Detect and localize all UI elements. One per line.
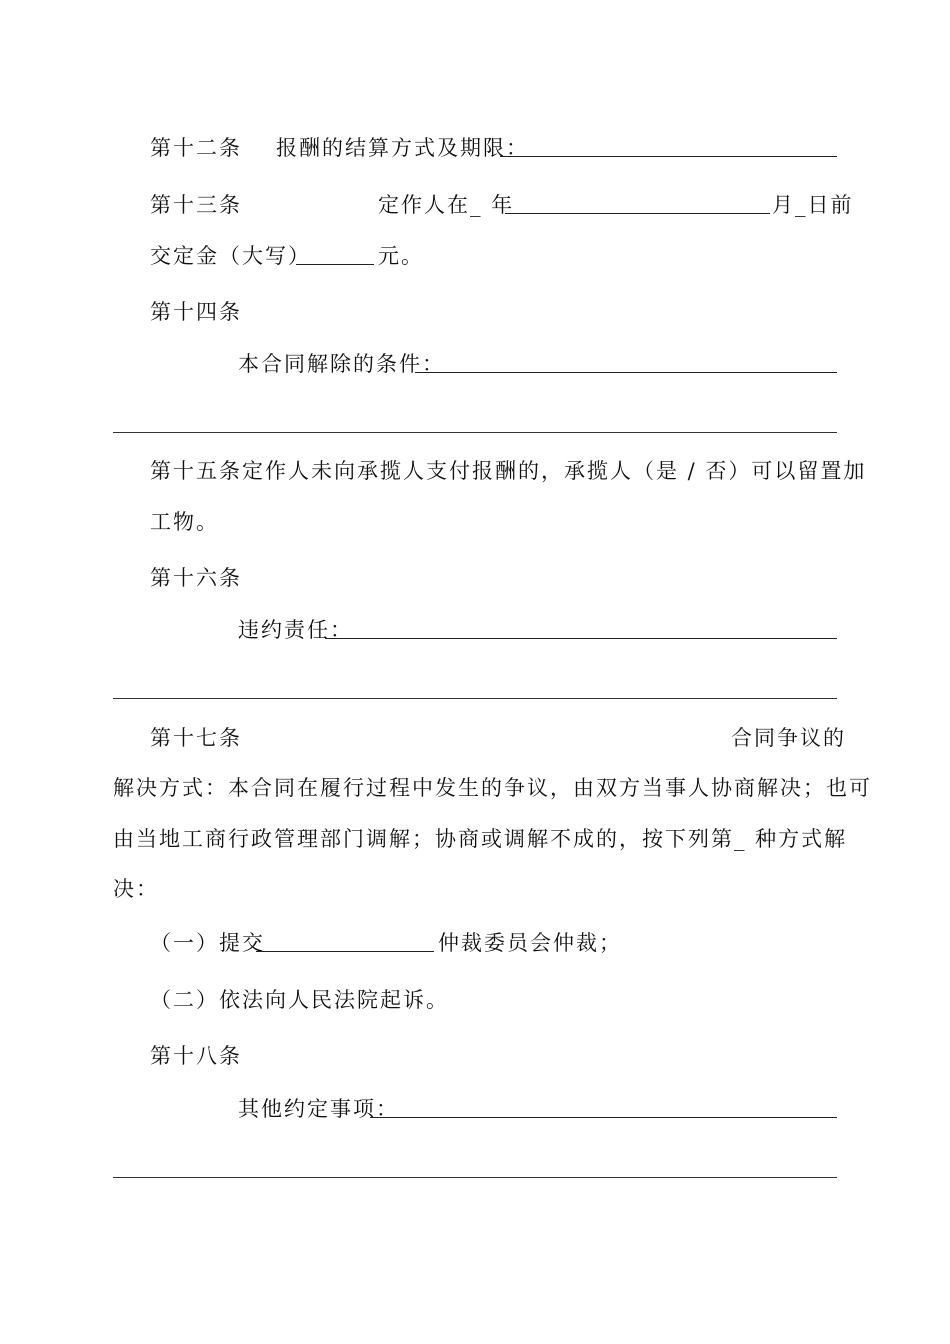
article-12-fill-line xyxy=(500,156,837,157)
article-17-option-2: （二）依法向人民法院起诉。 xyxy=(150,988,449,1012)
article-13-year-line xyxy=(505,213,770,214)
article-14-text: 本合同解除的条件： xyxy=(238,352,445,376)
article-14-number: 第十四条 xyxy=(150,300,242,324)
article-17-heading-right: 合同争议的 xyxy=(731,726,846,750)
article-16-fill-line xyxy=(325,638,837,639)
article-18-number: 第十八条 xyxy=(150,1044,242,1068)
article-14-fill-line xyxy=(415,372,837,373)
article-13-text-a: 定作人在_ 年 xyxy=(378,193,515,217)
article-13-deposit-label: 交定金（大写） xyxy=(150,244,311,268)
article-18-text: 其他约定事项： xyxy=(238,1097,399,1121)
article-17-arbitration-line xyxy=(256,951,434,952)
article-13-deposit-unit: 元。 xyxy=(378,244,424,268)
article-13-number: 第十三条 xyxy=(150,193,242,217)
article-14-blank-line xyxy=(113,432,837,433)
article-15-line-1: 第十五条定作人未向承揽人支付报酬的，承揽人（是 / 否）可以留置加 xyxy=(150,459,867,483)
article-16-blank-line xyxy=(113,698,837,699)
article-12-number: 第十二条 xyxy=(150,136,242,160)
article-17-number: 第十七条 xyxy=(150,726,242,750)
article-17-option-1-b: 仲裁委员会仲裁； xyxy=(438,931,622,955)
article-18-blank-line xyxy=(113,1177,837,1178)
article-15-line-2: 工物。 xyxy=(150,510,219,534)
article-17-line-4: 决： xyxy=(113,877,159,901)
article-13-text-b: 月_日前 xyxy=(772,193,854,217)
article-17-line-3: 由当地工商行政管理部门调解；协商或调解不成的，按下列第_ 种方式解 xyxy=(113,827,848,851)
article-17-option-1-a: （一）提交 xyxy=(150,931,265,955)
article-17-line-2: 解决方式：本合同在履行过程中发生的争议，由双方当事人协商解决；也可 xyxy=(113,776,872,800)
article-16-number: 第十六条 xyxy=(150,566,242,590)
article-13-deposit-line xyxy=(296,264,374,265)
article-18-fill-line xyxy=(370,1117,837,1118)
article-16-text: 违约责任： xyxy=(238,618,353,642)
article-12-text: 报酬的结算方式及期限： xyxy=(276,136,529,160)
